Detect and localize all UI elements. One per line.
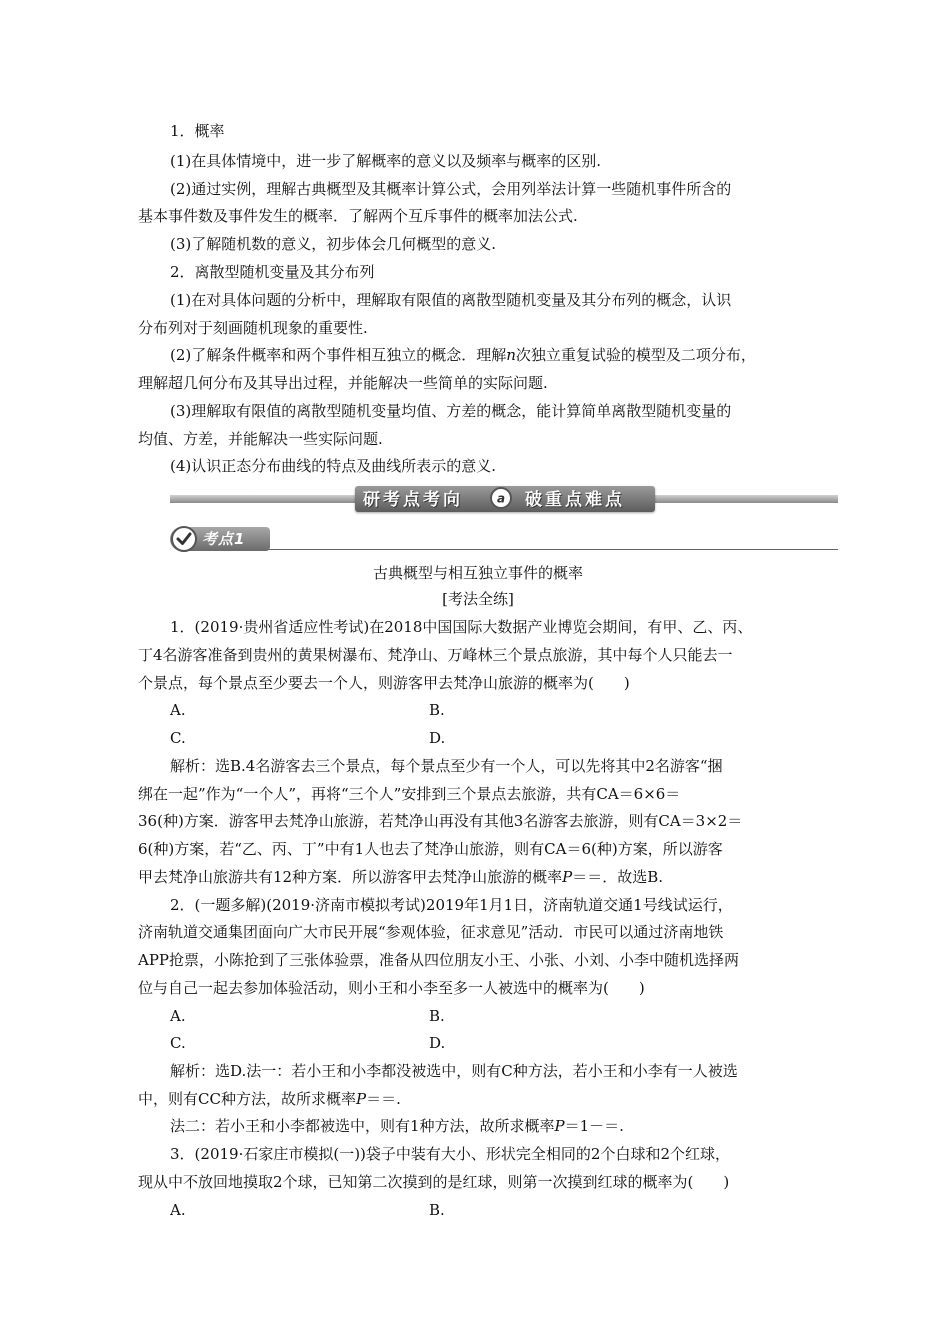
math-variable: P (554, 1117, 565, 1135)
text-span: 法二：若小王和小李都被选中，则有1种方法，故所求概率 (170, 1117, 555, 1135)
paragraph: 分布列对于刻画随机现象的重要性. (138, 319, 368, 337)
text-span: 甲去梵净山旅游共有12种方案．所以游客甲去梵净山旅游的概率 (138, 868, 563, 886)
option-a: A. (170, 701, 186, 719)
math-variable: P (562, 868, 573, 886)
kaodian-tag (170, 527, 838, 553)
question-text: APP抢票，小陈抢到了三张体验票，准备从四位朋友小王、小张、小刘、小李中随机选择两 (138, 951, 740, 969)
option-d: D. (429, 1034, 446, 1052)
banner-left-text: 研考点考向 (363, 490, 463, 510)
paragraph: (3)理解取有限值的离散型随机变量均值、方差的概念，能计算简单离散型随机变量的 (170, 402, 732, 420)
section-banner (170, 488, 838, 510)
text-span: ＝1－＝. (564, 1117, 624, 1135)
banner-right-text: 破重点难点 (525, 490, 625, 510)
answer-text (170, 1116, 850, 1136)
answer-text: 绑在一起”作为“一个人”，再将“三个人”安排到三个景点去旅游，共有CA＝6×6＝ (138, 785, 681, 803)
question-text: 2．(一题多解)(2019·济南市模拟考试)2019年1月1日，济南轨道交通1号线试运行， (170, 896, 733, 914)
paragraph: 基本事件数及事件发生的概率．了解两个互斥事件的概率加法公式. (138, 207, 578, 225)
text-span: ＝＝. (366, 1090, 401, 1108)
text-span: (2)了解条件概率和两个事件相互独立的概念．理解 (170, 346, 507, 364)
answer-text: 36(种)方案．游客甲去梵净山旅游，若梵净山再没有其他3名游客去旅游，则有CA＝3×2＝ (138, 812, 743, 830)
paragraph: (3)了解随机数的意义，初步体会几何概型的意义. (170, 235, 497, 253)
option-d: D. (429, 729, 446, 747)
option-b: B. (429, 701, 445, 719)
question-text: 丁4名游客准备到贵州的黄果树瀑布、梵净山、万峰林三个景点旅游，其中每个人只能去一 (138, 646, 733, 664)
question-text: 现从中不放回地摸取2个球，已知第二次摸到的是红球，则第一次摸到红球的概率为( ) (138, 1173, 730, 1191)
section-subtitle: [考法全练] (442, 590, 514, 608)
paragraph: (4)认识正态分布曲线的特点及曲线所表示的意义. (170, 457, 497, 475)
section-heading: 2．离散型随机变量及其分布列 (170, 263, 375, 281)
kaodian-rule (265, 549, 838, 550)
answer-text (138, 1089, 818, 1109)
math-variable: n (506, 346, 516, 364)
paragraph: 理解超几何分布及其导出过程，并能解决一些简单的实际问题. (138, 374, 548, 392)
check-icon (171, 526, 197, 552)
svg-text:a: a (496, 491, 506, 506)
question-text: 3．(2019·石家庄市模拟(一))袋子中装有大小、形状完全相同的2个白球和2个红球， (170, 1145, 730, 1163)
paragraph (170, 345, 850, 365)
option-a: A. (170, 1201, 186, 1219)
option-a: A. (170, 1007, 186, 1025)
option-b: B. (429, 1201, 445, 1219)
option-b: B. (429, 1007, 445, 1025)
question-text: 位与自己一起去参加体验活动，则小王和小李至多一人被选中的概率为( ) (138, 979, 645, 997)
paragraph: (1)在对具体问题的分析中，理解取有限值的离散型随机变量及其分布列的概念，认识 (170, 291, 732, 309)
paragraph: (2)通过实例，理解古典概型及其概率计算公式，会用列举法计算一些随机事件所含的 (170, 180, 732, 198)
section-title: 古典概型与相互独立事件的概率 (372, 564, 583, 582)
math-variable: P (355, 1090, 367, 1108)
paragraph: (1)在具体情境中，进一步了解概率的意义以及频率与概率的区别. (170, 152, 602, 170)
answer-text: 解析：选D.法一：若小王和小李都没被选中，则有C种方法，若小王和小李有一人被选 (170, 1062, 738, 1080)
question-text: 个景点，每个景点至少要去一个人，则游客甲去梵净山旅游的概率为( ) (138, 674, 630, 692)
kaodian-label: 考点1 (202, 530, 246, 548)
option-c: C. (170, 729, 186, 747)
text-span: ＝＝．故选B. (572, 868, 663, 886)
question-text: 济南轨道交通集团面向广大市民开展“参观体验，征求意见”活动．市民可以通过济南地铁 (138, 923, 724, 941)
paragraph: 均值、方差，并能解决一些实际问题. (138, 430, 383, 448)
text-span: 中，则有CC种方法，故所求概率 (138, 1090, 356, 1108)
answer-text (138, 867, 818, 887)
question-text: 1．(2019·贵州省适应性考试)在2018中国国际大数据产业博览会期间，有甲、乙、丙、 (170, 618, 753, 636)
option-c: C. (170, 1034, 186, 1052)
section-heading: 1．概率 (170, 122, 225, 140)
banner-circle-icon (490, 487, 512, 509)
text-span: 次独立重复试验的模型及二项分布， (515, 346, 756, 364)
answer-text: 解析：选B.4名游客去三个景点，每个景点至少有一个人，可以先将其中2名游客“捆 (170, 757, 723, 775)
answer-text: 6(种)方案，若“乙、丙、丁”中有1人也去了梵净山旅游，则有CA＝6(种)方案，所以游客 (138, 840, 723, 858)
